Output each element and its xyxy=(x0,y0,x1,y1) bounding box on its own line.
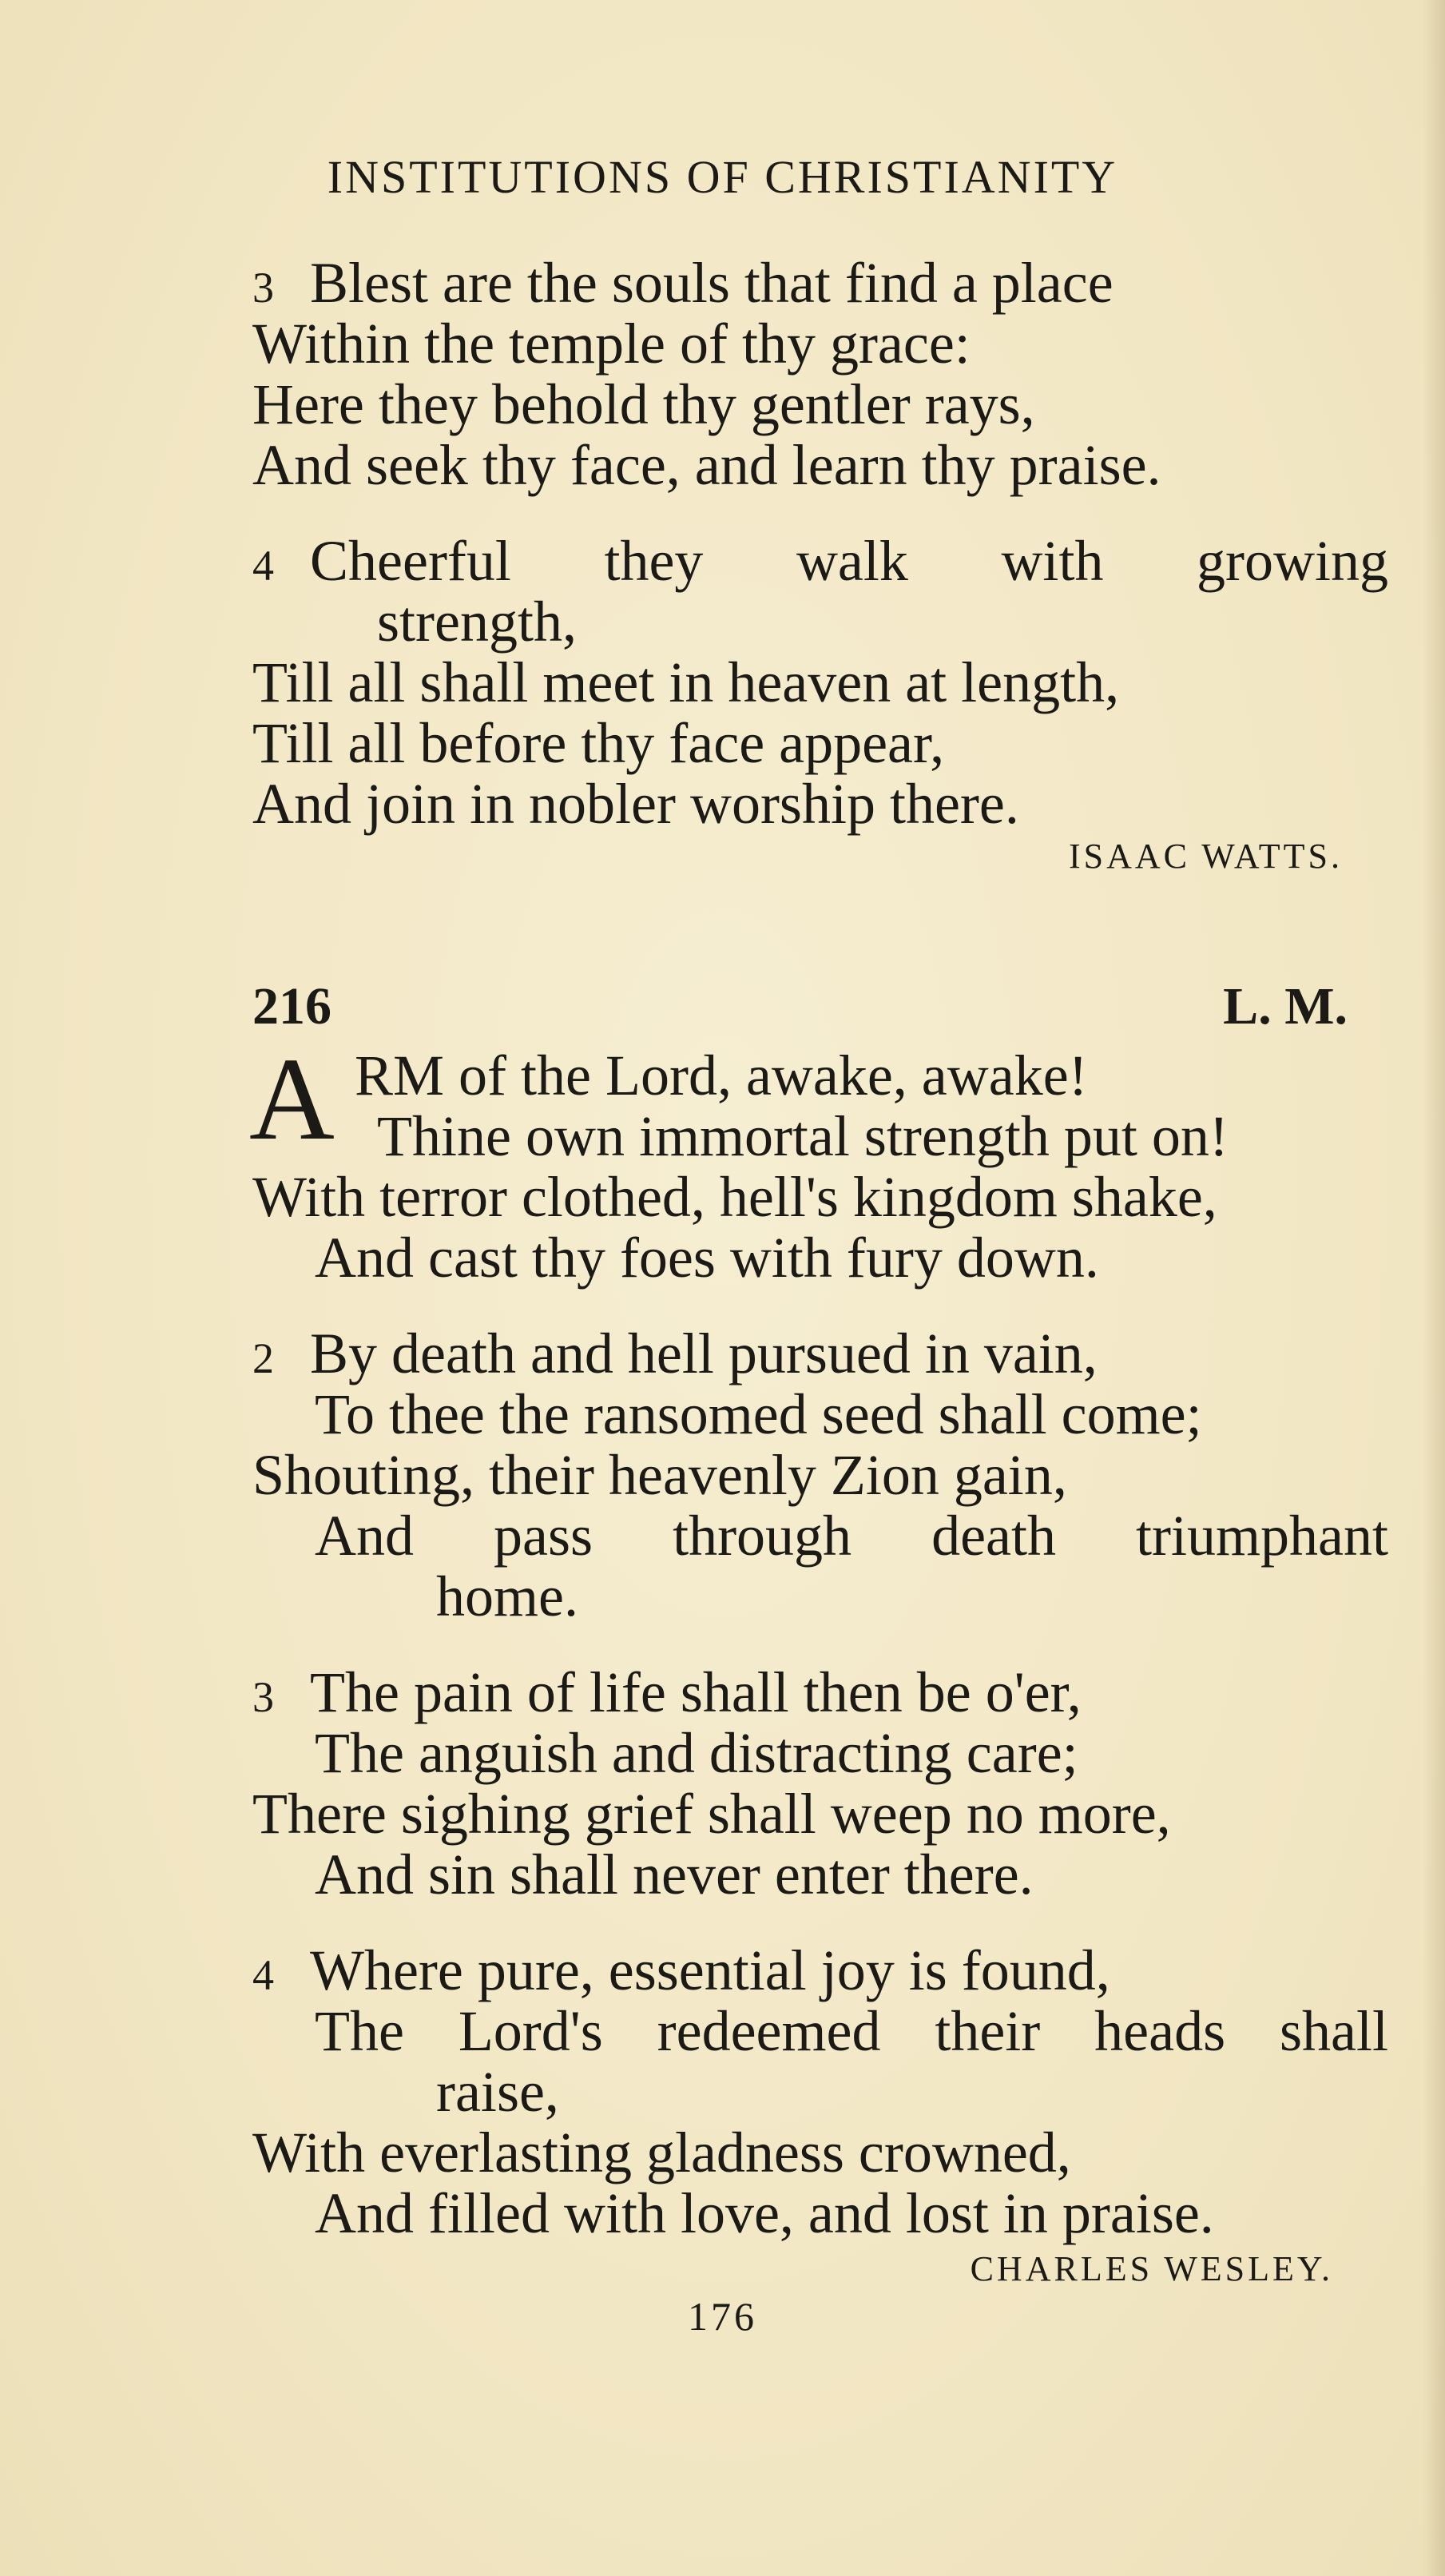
hymn216-stanza3-line4: And sin shall never enter there. xyxy=(315,1843,1034,1906)
drop-cap: A xyxy=(249,1034,335,1165)
hymn216-stanza2-line3: Shouting, their heavenly Zion gain, xyxy=(252,1443,1067,1507)
hymn216-stanza4-line1: 4 Where pure, essential joy is found, xyxy=(252,1938,1110,2002)
hymn216-author: CHARLES WESLEY. xyxy=(970,2249,1333,2288)
hymn216-stanza4-line2-cont: raise, xyxy=(436,2060,559,2124)
hymn216-stanza1-line2: Thine own immortal strength put on! xyxy=(377,1104,1229,1168)
hymn216-stanza2-line1: 2 By death and hell pursued in vain, xyxy=(252,1322,1098,1385)
hymn216-stanza2-line4-cont: home. xyxy=(436,1564,578,1628)
hymn216-stanza1-line3: With terror clothed, hell's kingdom shake, xyxy=(252,1165,1217,1229)
hymn216-stanza1-line4: And cast thy foes with fury down. xyxy=(315,1226,1099,1290)
verse-number: 4 xyxy=(252,542,274,590)
hymn216-stanza4-line4: And filled with love, and lost in praise. xyxy=(315,2181,1214,2245)
page-number: 176 xyxy=(688,2294,757,2339)
hymn215-stanza3-line1: 3 Blest are the souls that find a place xyxy=(252,251,1114,315)
hymn216-stanza2-line4: And pass through death triumphant xyxy=(315,1504,1388,1568)
hymn216-stanza2-line2: To thee the ransomed seed shall come; xyxy=(315,1382,1202,1446)
verse-number: 3 xyxy=(252,264,274,312)
hymn215-stanza4-line1: 4 Cheerful they walk with growing xyxy=(252,529,1388,593)
hymn-number: 216 xyxy=(252,977,331,1036)
hymn215-stanza3-line3: Here they behold thy gentler rays, xyxy=(252,372,1035,436)
hymn216-stanza3-line3: There sighing grief shall weep no more, xyxy=(252,1782,1171,1846)
page-edge-shadow xyxy=(1423,0,1445,2576)
hymn215-stanza4-line2: Till all shall meet in heaven at length, xyxy=(252,650,1120,714)
hymn-meter: L. M. xyxy=(1223,977,1348,1036)
hymn216-stanza4-line2: The Lord's redeemed their heads shall xyxy=(315,1999,1388,2063)
hymn215-stanza3-line4: And seek thy face, and learn thy praise. xyxy=(252,433,1161,497)
hymn215-stanza3-line2: Within the temple of thy grace: xyxy=(252,312,971,376)
hymn216-stanza4-line3: With everlasting gladness crowned, xyxy=(252,2121,1071,2184)
hymn215-stanza4-line1-cont: strength, xyxy=(377,590,577,654)
hymn215-stanza4-line4: And join in nobler worship there. xyxy=(252,772,1019,836)
hymn215-stanza4-line3: Till all before thy face appear, xyxy=(252,711,945,775)
running-head: INSTITUTIONS OF CHRISTIANITY xyxy=(327,151,1118,203)
hymn216-stanza1-line1: RM of the Lord, awake, awake! xyxy=(355,1044,1088,1107)
hymn215-author: ISAAC WATTS. xyxy=(1068,837,1343,876)
verse-number: 4 xyxy=(252,1951,274,1999)
hymn216-stanza3-line1: 3 The pain of life shall then be o'er, xyxy=(252,1660,1082,1724)
verse-number: 2 xyxy=(252,1334,274,1382)
verse-number: 3 xyxy=(252,1673,274,1721)
hymn216-stanza3-line2: The anguish and distracting care; xyxy=(315,1721,1078,1785)
